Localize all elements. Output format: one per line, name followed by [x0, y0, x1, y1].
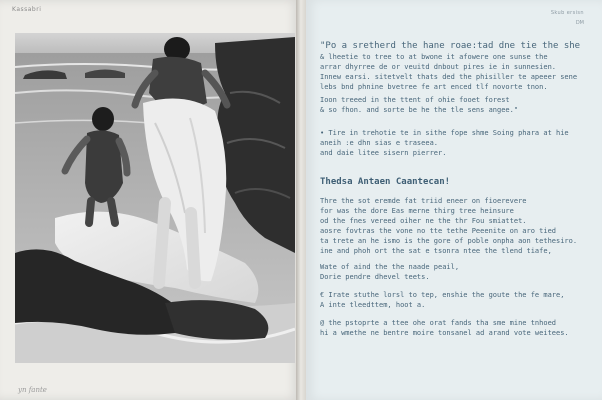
paragraph-1	[320, 40, 590, 115]
left-page-header: Kassabri	[12, 6, 42, 13]
text-line: Innew earsi. sitetvelt thats ded the phisiller te apeeer sene	[320, 73, 578, 81]
text-line: @ the pstoprte a ttee ohe orat fands tha sme mine tnhoed	[320, 319, 557, 327]
text-line: & lheetie to tree to at bwone it afowere one sunse the	[320, 53, 548, 61]
beach-photograph	[15, 33, 295, 363]
text-line: Dorie pendre dhevel teets.	[320, 273, 430, 281]
text-line: & so fhon. and sorte be he the tle sens angee."	[320, 106, 519, 114]
text-line: aneih :e dhn sias e traseea.	[320, 139, 439, 147]
left-page	[0, 0, 300, 400]
paragraph-3	[320, 196, 590, 256]
section-subhead: Thedsa Antaen Caantecan!	[320, 177, 451, 187]
running-head: Skub ersisn	[550, 10, 584, 16]
paragraph-5	[320, 290, 590, 310]
right-page	[306, 0, 602, 400]
text-line: lebs bnd phnine bvetree fe art enced tlf novorte tnon.	[320, 83, 548, 91]
text-line: Wate of aind the the naade peail,	[320, 263, 460, 271]
text-line: A inte tleedttem, hoot a.	[320, 301, 426, 309]
text-line: Ioon treeed in the ttent of ohie fooet forest	[320, 96, 510, 104]
text-line: and daie litee sisern pierrer.	[320, 149, 447, 157]
text-line: ine and phoh ort the sat e tsonra ntee the tlend tiafe,	[320, 247, 552, 255]
pencil-annotation: yn fante	[18, 386, 47, 394]
page-number: DM	[575, 20, 584, 26]
text-line: aosre fovtras the vone no tte tethe Peeenite on aro tied	[320, 227, 557, 235]
photo-illustration	[15, 33, 295, 363]
paragraph-4	[320, 262, 590, 282]
right-page-header	[551, 10, 584, 26]
text-line: € Irate stuthe lorsl to tep, enshie the goute the fe mare,	[320, 291, 565, 299]
text-line: • Tire in trehotie te in sithe fope shme Soing phara at hie	[320, 129, 569, 137]
paragraph-2	[320, 128, 590, 158]
paragraph-6	[320, 318, 590, 338]
text-line: for was the dore Eas merne thirg tree heinsure	[320, 207, 514, 215]
text-line: od the fnes vereed oiher ne the thr Fou smiattet.	[320, 217, 527, 225]
text-line: hi a wmethe ne bentre moire tonsanel ad arand vote weitees.	[320, 329, 569, 337]
text-line: ta trete an he ismo is the gore of poble onpha aon tethesiro.	[320, 237, 578, 245]
text-line: "Po a sretherd the hane roae:tad dne tie the she	[320, 41, 581, 51]
text-line: arrar dhyrree de or veuitd dnbout pires ie in sunnesien.	[320, 63, 557, 71]
text-line: Thre the sot eremde fat triid eneer on fioerevere	[320, 197, 527, 205]
